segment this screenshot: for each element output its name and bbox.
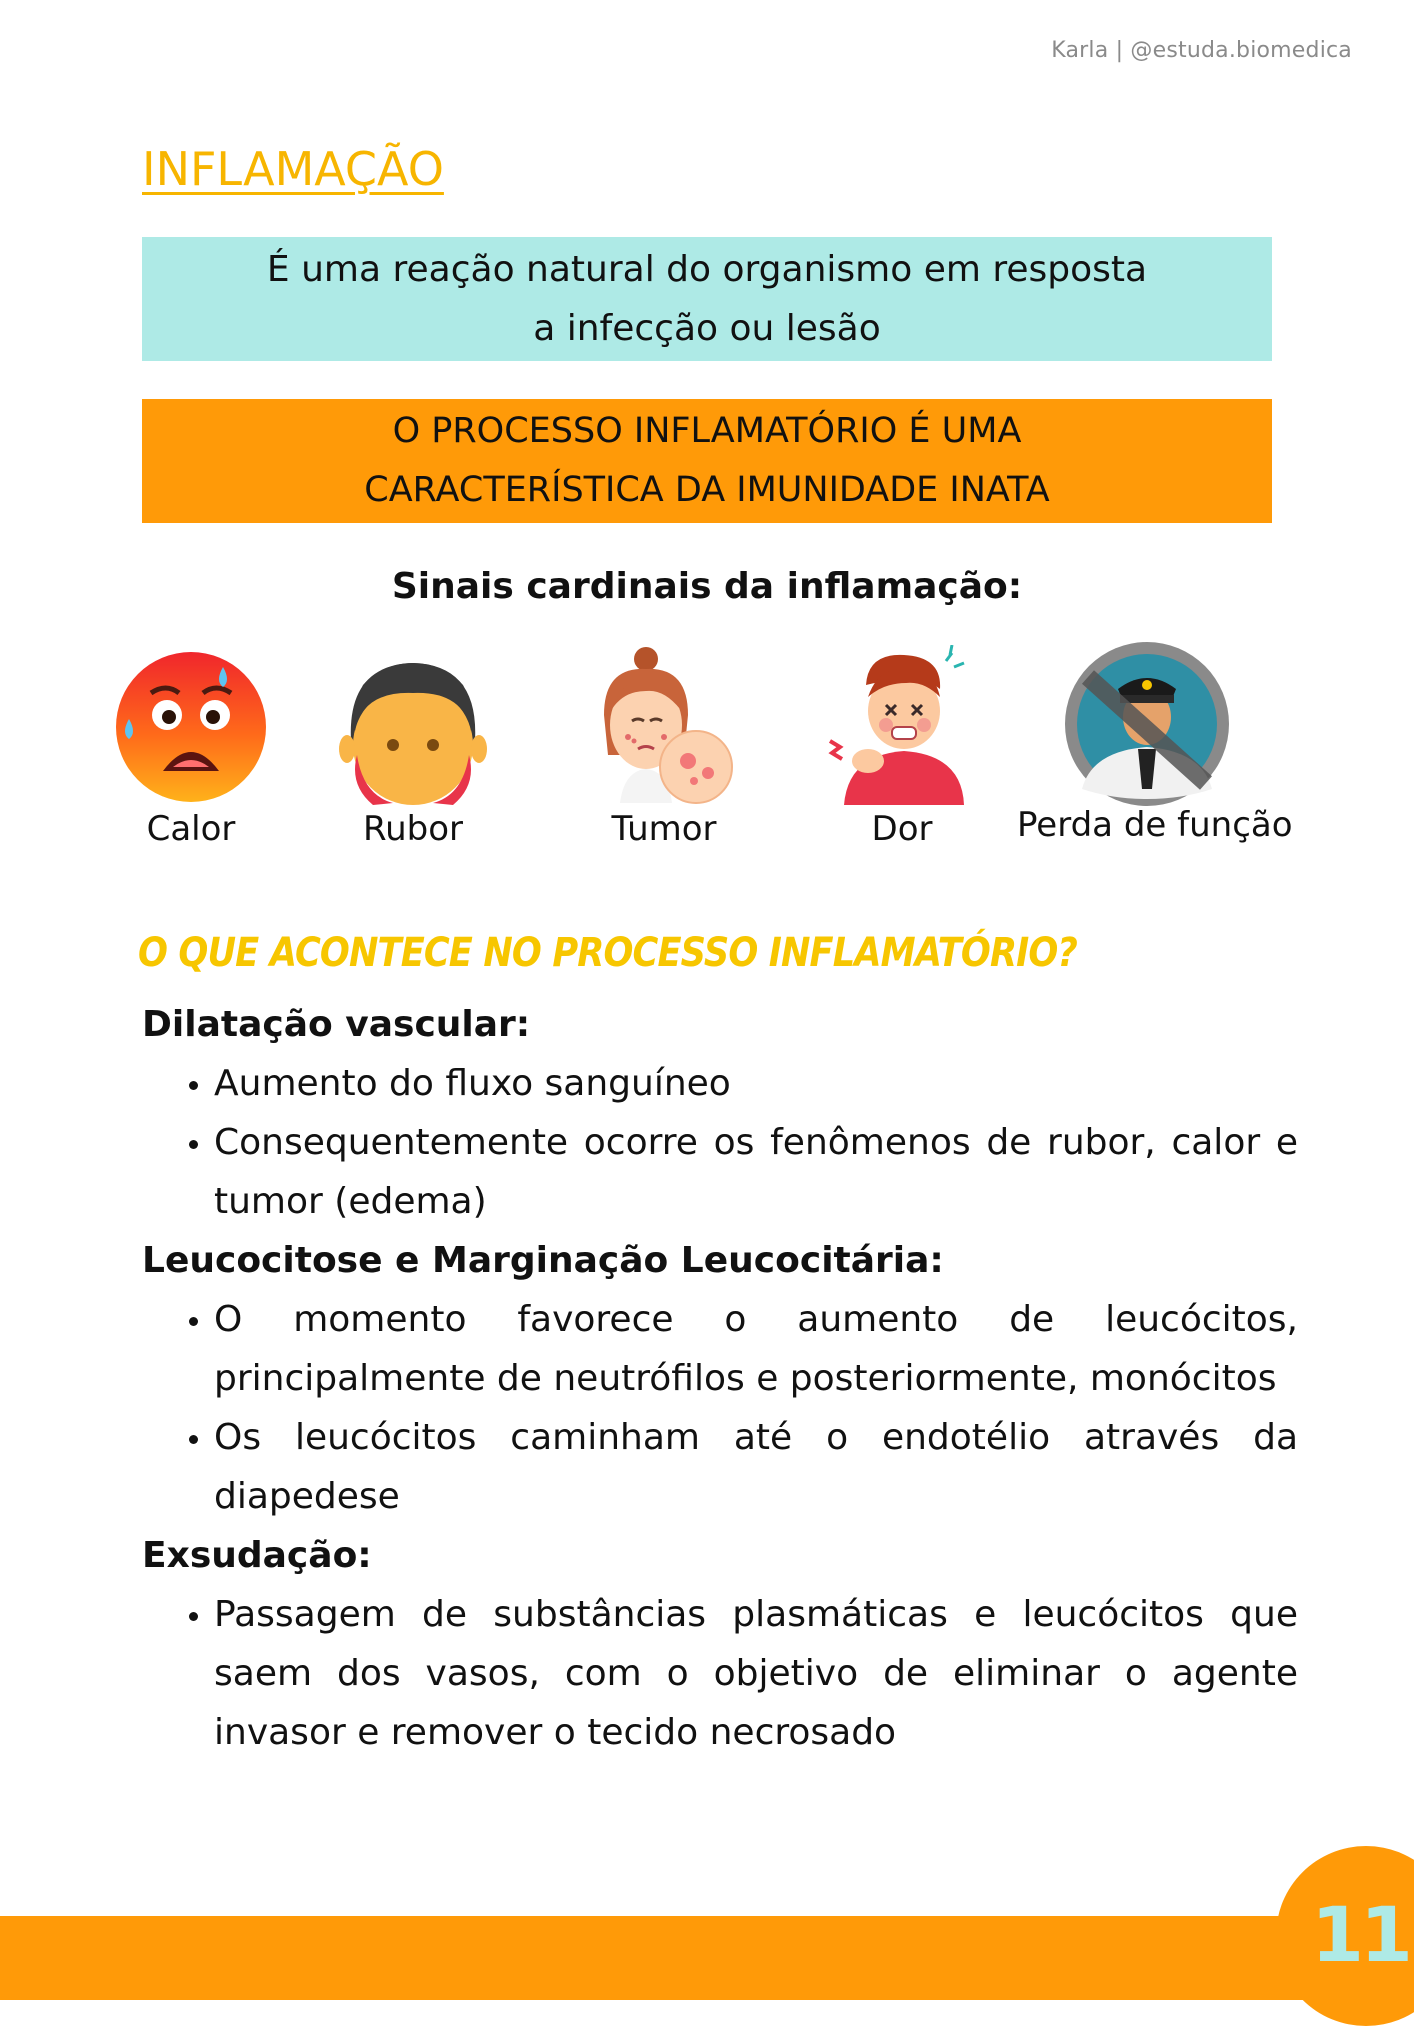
section-list-dilatacao (142, 1054, 1298, 1231)
sign-tumor (534, 645, 794, 849)
swollen-face-icon (584, 645, 744, 805)
flushed-face-icon (333, 645, 493, 805)
definition-box (142, 237, 1272, 361)
section-list-leucocitose (142, 1290, 1298, 1526)
sign-perda-de-funcao (1017, 645, 1293, 845)
footer-bar (0, 1916, 1414, 2000)
sign-calor (61, 645, 321, 849)
definition-line-2: a infecção ou lesão (533, 308, 881, 349)
sign-label-dor: Dor (871, 809, 933, 849)
highlight-line-1: O PROCESSO INFLAMATÓRIO É UMA (392, 411, 1022, 451)
section-heading-dilatacao: Dilatação vascular: (142, 1004, 531, 1045)
sign-label-tumor: Tumor (611, 809, 717, 849)
highlight-line-2: CARACTERÍSTICA DA IMUNIDADE INATA (364, 470, 1050, 510)
process-content (142, 995, 1298, 1762)
sign-dor (772, 645, 1032, 849)
process-title: O QUE ACONTECE NO PROCESSO INFLAMATÓRIO? (138, 930, 1077, 976)
loss-of-function-icon (1062, 639, 1232, 809)
list-item: • Consequentemente ocorre os fenômenos de rubor, calor e tumor (edema) (214, 1113, 1298, 1231)
sign-label-calor: Calor (146, 809, 236, 849)
list-item: • Aumento do fluxo sanguíneo (214, 1054, 1298, 1113)
signs-title: Sinais cardinais da inflamação: (391, 566, 1023, 607)
author-credit: Karla | @estuda.biomedica (1051, 38, 1352, 63)
sign-label-perda-de-funcao: Perda de função (1017, 805, 1293, 845)
sign-label-rubor: Rubor (362, 809, 463, 849)
hot-face-icon (111, 645, 271, 805)
definition-line-1: É uma reação natural do organismo em resposta (266, 249, 1148, 290)
section-list-exsudacao (142, 1585, 1298, 1762)
section-heading-exsudacao: Exsudação: (142, 1535, 372, 1576)
list-item: • Passagem de substâncias plasmáticas e leucócitos que saem dos vasos, com o objetivo de eliminar o agente invasor e remover o tecido necrosado (214, 1585, 1298, 1762)
page-title: INFLAMAÇÃO (142, 142, 444, 196)
pain-icon (822, 645, 982, 805)
list-item: • Os leucócitos caminham até o endotélio através da diapedese (214, 1408, 1298, 1526)
highlight-box (142, 399, 1272, 523)
sign-rubor (283, 645, 543, 849)
section-heading-leucocitose: Leucocitose e Marginação Leucocitária: (142, 1240, 944, 1281)
list-item: • O momento favorece o aumento de leucócitos, principalmente de neutrófilos e posteriormente, monócitos (214, 1290, 1298, 1408)
page-number: 11 (1311, 1890, 1409, 1979)
